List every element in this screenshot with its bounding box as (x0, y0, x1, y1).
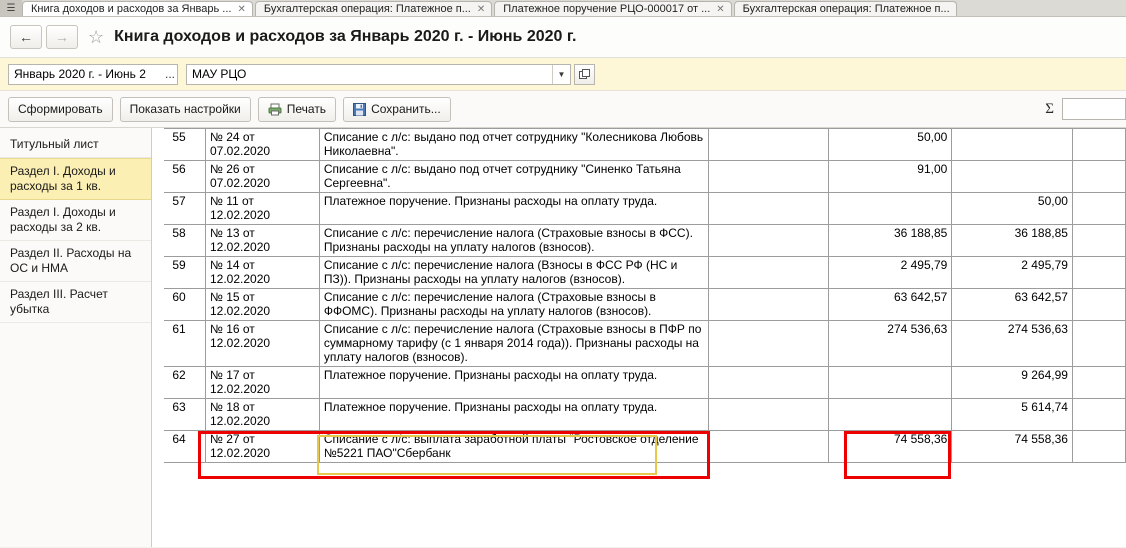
cell-expense: 63 642,57 (952, 289, 1073, 321)
cell-tail (1072, 193, 1125, 225)
cell-income: 36 188,85 (829, 225, 952, 257)
cell-income (829, 193, 952, 225)
cell-income (829, 367, 952, 399)
cell-tail (1072, 321, 1125, 367)
table-row[interactable] (153, 193, 1126, 225)
cell-tail (1072, 129, 1125, 161)
cell-e (708, 129, 829, 161)
tab-1[interactable] (255, 1, 492, 16)
arrow-left-icon: ← (19, 29, 33, 45)
floppy-disk-icon (353, 103, 366, 116)
sidebar-item-label: Раздел I. Доходы и расходы за 1 кв. (10, 164, 116, 193)
save-label: Сохранить... (371, 102, 441, 116)
filter-bar (0, 58, 1126, 91)
organization-input[interactable] (186, 64, 571, 85)
tab-label: Платежное поручение РЦО-000017 от ... (503, 2, 711, 15)
cell-income: 74 558,36 (829, 431, 952, 463)
tab-label: Бухгалтерская операция: Платежное п... (263, 2, 471, 15)
cell-number: 63 (153, 399, 206, 431)
cell-expense (952, 161, 1073, 193)
tab-label: Книга доходов и расходов за Январь ... (31, 2, 232, 15)
report-toolbar (0, 91, 1126, 128)
cell-document: № 15 от 12.02.2020 (205, 289, 319, 321)
table-row[interactable] (153, 399, 1126, 431)
cell-document: № 26 от 07.02.2020 (205, 161, 319, 193)
cell-description: Списание с л/с: выплата заработной платы "Ростовское отделение №5221 ПАО"Сбербанк (319, 431, 708, 463)
cell-expense: 9 264,99 (952, 367, 1073, 399)
sidebar-item-section1-q1[interactable] (0, 158, 151, 200)
cell-expense: 5 614,74 (952, 399, 1073, 431)
organization-value: МАУ РЦО (192, 67, 247, 81)
search-input[interactable] (1062, 98, 1126, 120)
cell-expense (952, 129, 1073, 161)
back-button[interactable] (10, 25, 42, 49)
cell-e (708, 431, 829, 463)
table-row[interactable] (153, 257, 1126, 289)
star-icon[interactable]: ☆ (88, 27, 105, 47)
chevron-down-icon[interactable]: ▼ (552, 65, 570, 84)
cell-number: 55 (153, 129, 206, 161)
cell-expense: 36 188,85 (952, 225, 1073, 257)
cell-expense: 50,00 (952, 193, 1073, 225)
sidebar-item-section1-q2[interactable] (0, 200, 151, 241)
cell-document: № 17 от 12.02.2020 (205, 367, 319, 399)
tab-3[interactable] (734, 1, 957, 16)
cell-e (708, 193, 829, 225)
cell-income: 2 495,79 (829, 257, 952, 289)
cell-document: № 14 от 12.02.2020 (205, 257, 319, 289)
cell-number: 56 (153, 161, 206, 193)
table-row[interactable] (153, 289, 1126, 321)
cell-income: 50,00 (829, 129, 952, 161)
cell-e (708, 161, 829, 193)
cell-description: Списание с л/с: перечисление налога (Страховые взносы в ФСС). Признаны расходы на уплату налогов (взносов). (319, 225, 708, 257)
cell-document: № 24 от 07.02.2020 (205, 129, 319, 161)
cell-e (708, 257, 829, 289)
cell-tail (1072, 431, 1125, 463)
cell-e (708, 399, 829, 431)
cell-number: 64 (153, 431, 206, 463)
report-table-area[interactable] (152, 128, 1126, 547)
cell-tail (1072, 399, 1125, 431)
row-gutter (152, 128, 164, 547)
tab-strip (0, 0, 1126, 17)
period-more[interactable]: ... (164, 67, 175, 81)
sidebar-item-label: Титульный лист (10, 137, 99, 151)
arrow-right-icon: → (55, 29, 69, 45)
cell-document: № 18 от 12.02.2020 (205, 399, 319, 431)
sidebar-item-section2[interactable] (0, 241, 151, 282)
cell-tail (1072, 289, 1125, 321)
report-table (152, 128, 1126, 463)
cell-number: 57 (153, 193, 206, 225)
cell-description: Списание с л/с: выдано под отчет сотруднику "Синенко Татьяна Сергеевна". (319, 161, 708, 193)
cell-document: № 13 от 12.02.2020 (205, 225, 319, 257)
cell-income: 63 642,57 (829, 289, 952, 321)
cell-description: Списание с л/с: выдано под отчет сотруднику "Колесникова Любовь Николаевна". (319, 129, 708, 161)
table-row[interactable] (153, 321, 1126, 367)
open-list-icon (579, 69, 590, 80)
period-input[interactable] (8, 64, 178, 85)
cell-description: Списание с л/с: перечисление налога (Страховые взносы в ФФОМС). Признаны расходы на уплату налогов (взносов). (319, 289, 708, 321)
cell-description: Платежное поручение. Признаны расходы на оплату труда. (319, 193, 708, 225)
printer-icon (268, 103, 282, 116)
cell-tail (1072, 367, 1125, 399)
cell-e (708, 367, 829, 399)
cell-document: № 11 от 12.02.2020 (205, 193, 319, 225)
print-label: Печать (286, 102, 327, 116)
cell-number: 59 (153, 257, 206, 289)
cell-income: 274 536,63 (829, 321, 952, 367)
cell-e (708, 225, 829, 257)
sidebar-item-label: Раздел II. Расходы на ОС и НМА (10, 246, 132, 275)
table-row[interactable] (153, 129, 1126, 161)
sidebar-item-label: Раздел III. Расчет убытка (10, 287, 108, 316)
cell-number: 60 (153, 289, 206, 321)
close-icon[interactable]: ✕ (716, 3, 725, 15)
cell-description: Списание с л/с: перечисление налога (Страховые взносы в ПФР по суммарному тарифу (с 1 января 2014 года)). Признаны расходы на уплату налогов (взносов). (319, 321, 708, 367)
close-icon[interactable]: ✕ (476, 3, 486, 15)
cell-number: 61 (153, 321, 206, 367)
cell-expense: 74 558,36 (952, 431, 1073, 463)
sidebar-item-section3[interactable] (0, 282, 151, 323)
close-icon[interactable]: ✕ (237, 3, 246, 15)
menu-icon[interactable]: ☰ (0, 0, 22, 16)
table-row-highlighted[interactable] (153, 367, 1126, 399)
cell-income (829, 399, 952, 431)
tab-0[interactable] (22, 1, 253, 16)
cell-e (708, 289, 829, 321)
report-sections-sidebar (0, 128, 152, 547)
cell-description: Списание с л/с: перечисление налога (Взносы в ФСС РФ (НС и ПЗ)). Признаны расходы на уплату налогов (взносов). (319, 257, 708, 289)
forward-button[interactable] (46, 25, 78, 49)
generate-button[interactable] (8, 97, 113, 122)
period-value: Январь 2020 г. - Июнь 2 (14, 67, 146, 81)
cell-description: Платежное поручение. Признаны расходы на оплату труда. (319, 367, 708, 399)
show-settings-button[interactable] (120, 97, 251, 122)
table-row[interactable] (153, 431, 1126, 463)
cell-document: № 16 от 12.02.2020 (205, 321, 319, 367)
table-row[interactable] (153, 225, 1126, 257)
tab-label: Бухгалтерская операция: Платежное п... (742, 2, 950, 15)
report-body (0, 128, 1126, 547)
cell-tail (1072, 225, 1125, 257)
page-title: Книга доходов и расходов за Январь 2020 г. - Июнь 2020 г. (114, 28, 577, 45)
cell-tail (1072, 257, 1125, 289)
cell-document: № 27 от 12.02.2020 (205, 431, 319, 463)
save-button[interactable] (343, 97, 451, 122)
print-button[interactable] (258, 97, 336, 122)
tab-2[interactable] (494, 1, 731, 16)
cell-description: Платежное поручение. Признаны расходы на оплату труда. (319, 399, 708, 431)
sidebar-item-label: Раздел I. Доходы и расходы за 2 кв. (10, 205, 116, 234)
cell-e (708, 321, 829, 367)
cell-tail (1072, 161, 1125, 193)
cell-income: 91,00 (829, 161, 952, 193)
cell-number: 58 (153, 225, 206, 257)
cell-number: 62 (153, 367, 206, 399)
cell-expense: 2 495,79 (952, 257, 1073, 289)
sigma-icon[interactable]: Σ (1045, 100, 1054, 117)
title-bar (0, 17, 1126, 58)
generate-label: Сформировать (18, 102, 103, 116)
show-settings-label: Показать настройки (129, 102, 241, 116)
cell-expense: 274 536,63 (952, 321, 1073, 367)
open-list-button[interactable] (574, 64, 595, 85)
sidebar-item-title-page[interactable] (0, 132, 151, 158)
table-row[interactable] (153, 161, 1126, 193)
